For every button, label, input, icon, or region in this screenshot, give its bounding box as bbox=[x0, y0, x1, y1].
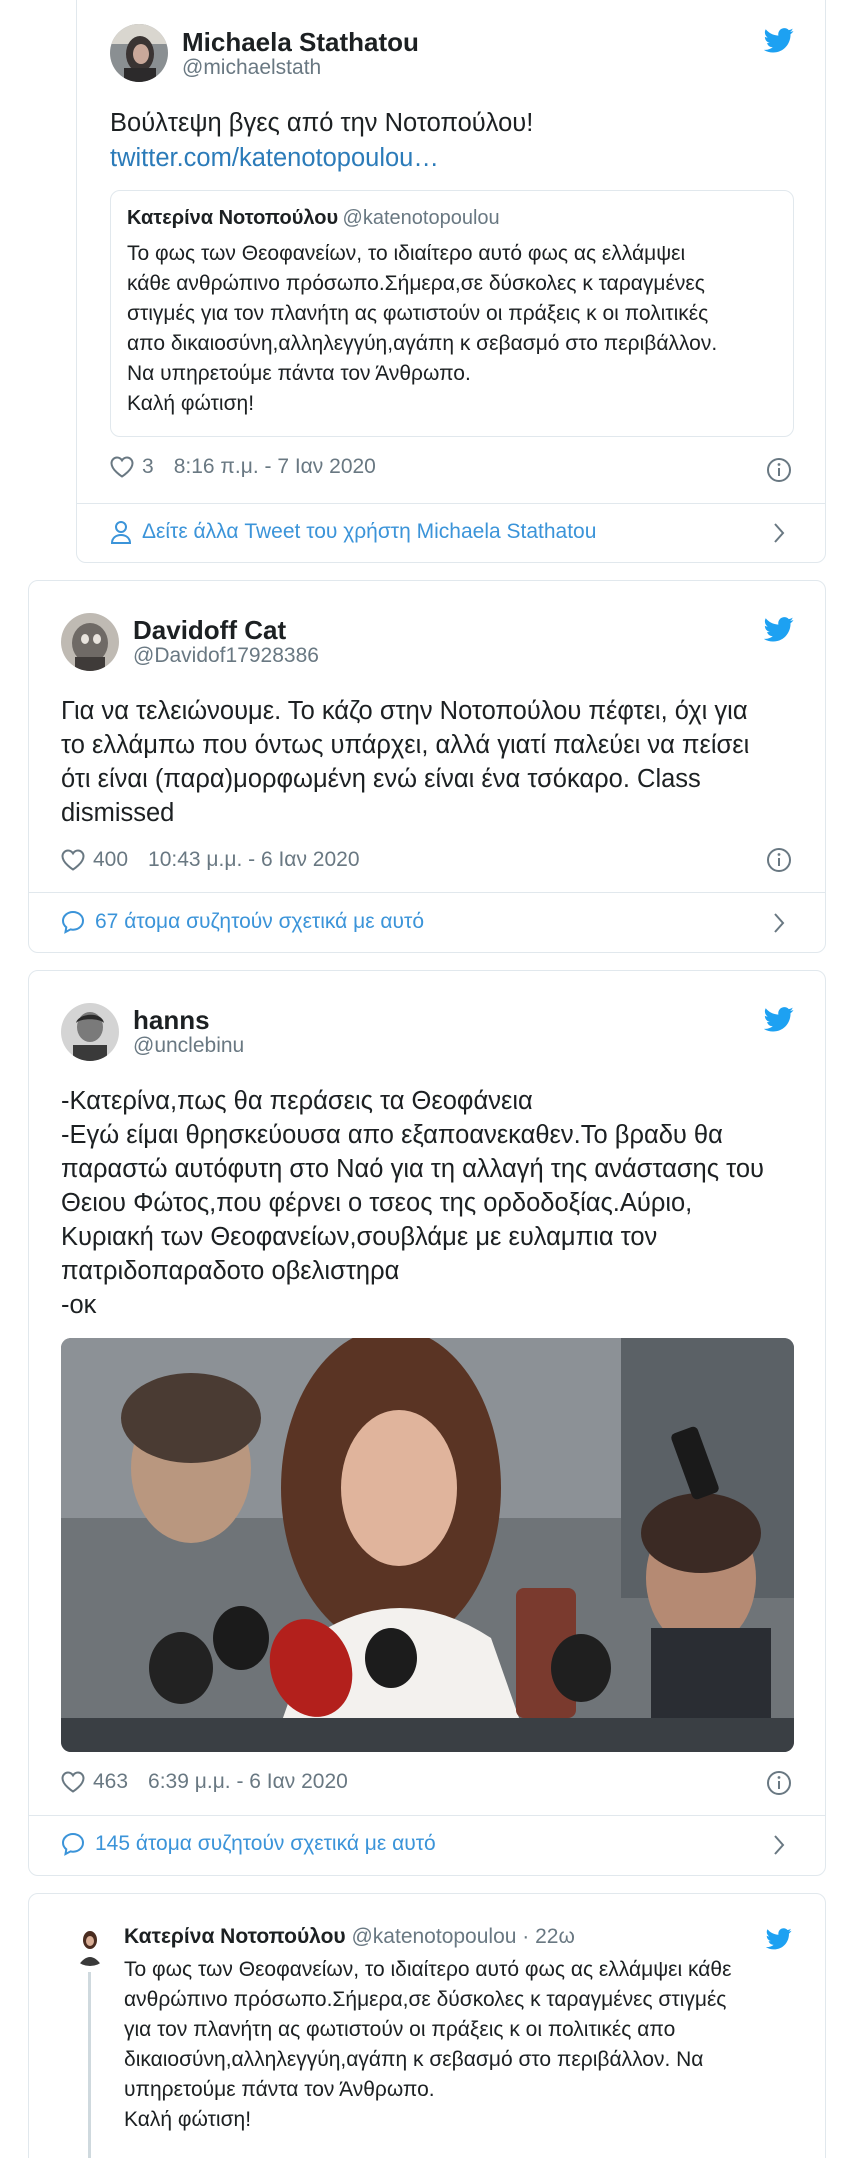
quote-line: κάθε ανθρώπινο πρόσωπο.Σήμερα,σε δύσκολες κ ταραγμένες bbox=[127, 272, 705, 295]
tweet-line: Το φως των Θεοφανείων, το ιδιαίτερο αυτό φως ας ελλάμψει κάθε bbox=[124, 1958, 732, 1981]
twitter-bird-icon[interactable] bbox=[764, 1007, 794, 1032]
tweet-line: -οκ bbox=[61, 1291, 97, 1319]
tweet-line: ανθρώπινο πρόσωπο.Σήμερα,σε δύσκολες κ ταραγμένες στιγμές bbox=[124, 1988, 727, 2011]
author-handle[interactable]: @michaelstath bbox=[182, 56, 322, 79]
avatar-image bbox=[70, 1926, 110, 1966]
tweet-meta bbox=[61, 1770, 348, 1794]
quote-author-handle: @katenotopoulou bbox=[342, 207, 500, 229]
speech-bubble-icon bbox=[61, 1832, 85, 1856]
info-icon[interactable] bbox=[766, 847, 792, 873]
author-name[interactable]: Davidoff Cat bbox=[133, 615, 287, 645]
tweet-line: -Εγώ είμαι θρησκεύουσα απο εξαποανεκαθεν.Το βραδυ θα bbox=[61, 1121, 723, 1149]
quote-line: Να υπηρετούμε πάντα τον Άνθρωπο. bbox=[127, 362, 471, 385]
twitter-bird-icon[interactable] bbox=[764, 617, 794, 642]
conversation-label: 145 άτομα συζητούν σχετικά με αυτό bbox=[95, 1832, 436, 1855]
speech-bubble-icon bbox=[61, 910, 85, 934]
tweet-line: dismissed bbox=[61, 799, 175, 827]
tweet-line: Κυριακή των Θεοφανείων,σουβλάμε με ευλαμπια τον bbox=[61, 1223, 658, 1251]
conversation-link[interactable] bbox=[61, 1832, 436, 1856]
quote-line: στιγμές για τον πλανήτη ας φωτιστούν οι πράξεις κ οι πολιτικές bbox=[127, 302, 709, 325]
info-icon[interactable] bbox=[766, 457, 792, 483]
author-handle[interactable]: @unclebinu bbox=[133, 1034, 245, 1057]
divider bbox=[29, 892, 825, 893]
conversation-label: 67 άτομα συζητούν σχετικά με αυτό bbox=[95, 910, 425, 933]
thread-line bbox=[88, 1972, 91, 2158]
avatar-image bbox=[110, 24, 168, 82]
press-photo bbox=[61, 1338, 794, 1752]
avatar-michaela[interactable] bbox=[110, 24, 168, 82]
avatar-notopoulou[interactable] bbox=[70, 1926, 110, 1966]
quote-line: Το φως των Θεοφανείων, το ιδιαίτερο αυτό φως ας ελλάμψει bbox=[127, 242, 686, 265]
more-tweets-link[interactable] bbox=[110, 520, 596, 544]
tweet-line: Θειου Φώτος,που φέρνει ο τσεος της ορδοδοξίας.Αύριο, bbox=[61, 1189, 693, 1217]
tweet-line: ότι είναι (παρα)μορφωμένη ενώ είναι ένα τσόκαρο. Class bbox=[61, 765, 701, 793]
chevron-right-icon[interactable] bbox=[772, 912, 786, 934]
tweet-link[interactable]: twitter.com/katenotopoulou… bbox=[110, 144, 439, 172]
tweet-line: δικαιοσύνη,αλληλεγγύη,αγάπη κ σεβασμό στο περιβάλλον. Να bbox=[124, 2048, 704, 2071]
quoted-tweet[interactable] bbox=[110, 190, 794, 437]
info-icon[interactable] bbox=[766, 1770, 792, 1796]
tweet-line: για τον πλανήτη ας φωτιστούν οι πράξεις κ οι πολιτικές απο bbox=[124, 2018, 676, 2041]
more-tweets-label: Δείτε άλλα Tweet του χρήστη Michaela Stathatou bbox=[142, 520, 597, 543]
avatar-davidoff[interactable] bbox=[61, 613, 119, 671]
quote-line: Καλή φώτιση! bbox=[127, 392, 255, 415]
heart-icon[interactable] bbox=[61, 849, 85, 871]
tweet-line: το ελλάμπω που όντως υπάρχει, αλλά γιατί παλεύει να πείσει bbox=[61, 731, 750, 759]
author-handle[interactable]: @Davidof17928386 bbox=[133, 644, 319, 667]
like-count: 463 bbox=[93, 1770, 129, 1793]
author-name[interactable]: Κατερίνα Νοτοπούλου bbox=[124, 1925, 346, 1948]
tweet-line: Για να τελειώνουμε. Το κάζο στην Νοτοπούλου πέφτει, όχι για bbox=[61, 697, 748, 725]
tweet-line: Καλή φώτιση! bbox=[124, 2108, 252, 2131]
tweet-text bbox=[61, 1084, 801, 1322]
like-count: 400 bbox=[93, 848, 129, 871]
quote-author-name: Κατερίνα Νοτοπούλου bbox=[127, 207, 339, 229]
tweet-age[interactable]: · 22ω bbox=[522, 1925, 575, 1948]
like-count: 3 bbox=[142, 455, 154, 478]
timestamp[interactable]: 10:43 μ.μ. - 6 Ιαν 2020 bbox=[148, 848, 360, 871]
avatar-hanns[interactable] bbox=[61, 1003, 119, 1061]
tweet-line: πατριδοπαραδοτο οβελιστηρα bbox=[61, 1257, 400, 1285]
author-handle[interactable]: @katenotopoulou bbox=[351, 1925, 517, 1948]
tweet-text bbox=[61, 694, 801, 830]
tweet-photo[interactable] bbox=[61, 1338, 794, 1752]
quote-line: απο δικαιοσύνη,αλληλεγγύη,αγάπη κ σεβασμό στο περιβάλλον. bbox=[127, 332, 718, 355]
tweet-line: παραστώ αυτόφυτη στο Ναό για τη αλλαγή της ανάστασης του bbox=[61, 1155, 764, 1183]
tweet-meta bbox=[61, 848, 360, 872]
author-name[interactable]: hanns bbox=[133, 1005, 210, 1035]
twitter-bird-icon[interactable] bbox=[766, 1928, 792, 1950]
heart-icon[interactable] bbox=[61, 1771, 85, 1793]
tweet-header bbox=[124, 1925, 575, 1949]
chevron-right-icon[interactable] bbox=[772, 522, 786, 544]
chevron-right-icon[interactable] bbox=[772, 1834, 786, 1856]
divider bbox=[77, 503, 825, 504]
timestamp[interactable]: 8:16 π.μ. - 7 Ιαν 2020 bbox=[173, 455, 376, 478]
avatar-image bbox=[61, 613, 119, 671]
quote-text bbox=[127, 239, 787, 419]
tweet-line: υπηρετούμε πάντα τον Άνθρωπο. bbox=[124, 2078, 435, 2101]
person-icon bbox=[110, 520, 132, 544]
divider bbox=[29, 1815, 825, 1816]
twitter-bird-icon[interactable] bbox=[764, 28, 794, 53]
avatar-image bbox=[61, 1003, 119, 1061]
tweet-meta bbox=[110, 455, 376, 479]
tweet-text bbox=[124, 1955, 804, 2135]
tweet-line: -Κατερίνα,πως θα περάσεις τα Θεοφάνεια bbox=[61, 1087, 533, 1115]
timestamp[interactable]: 6:39 μ.μ. - 6 Ιαν 2020 bbox=[148, 1770, 348, 1793]
heart-icon[interactable] bbox=[110, 456, 134, 478]
tweet-text: Βούλτεψη βγες από την Νοτοπούλου! bbox=[110, 109, 534, 137]
author-name[interactable]: Michaela Stathatou bbox=[182, 27, 419, 57]
conversation-link[interactable] bbox=[61, 910, 424, 934]
